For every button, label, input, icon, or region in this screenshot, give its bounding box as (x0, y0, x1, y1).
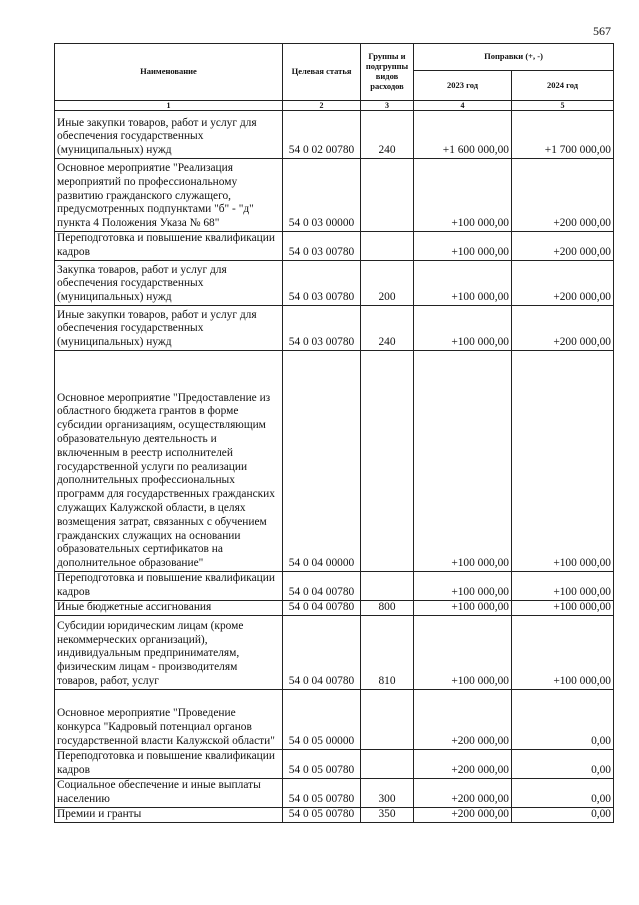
table-row (55, 749, 614, 778)
header-groups: Группы и подгруппы видов расходов (361, 44, 414, 101)
column-number: 2 (283, 101, 361, 111)
row-value-2023: +100 000,00 (414, 572, 512, 601)
table-row (55, 572, 614, 601)
row-target-code: 54 0 03 00780 (283, 261, 361, 306)
row-value-2024: +200 000,00 (512, 232, 614, 261)
row-value-2024: +100 000,00 (512, 615, 614, 689)
row-value-2024: +1 700 000,00 (512, 111, 614, 159)
row-value-2024: +200 000,00 (512, 159, 614, 232)
table-row (55, 351, 614, 572)
row-target-code: 54 0 03 00780 (283, 232, 361, 261)
row-name: Субсидии юридическим лицам (кроме некоммерческих организаций), индивидуальным предпринимателям, физическим лицам - производителям товаров, работ, услуг (55, 615, 283, 689)
row-value-2024: 0,00 (512, 749, 614, 778)
row-group (361, 351, 414, 572)
header-year-2023: 2023 год (414, 71, 512, 101)
row-group: 810 (361, 615, 414, 689)
row-target-code: 54 0 05 00780 (283, 807, 361, 822)
row-value-2024: +100 000,00 (512, 351, 614, 572)
table-row (55, 778, 614, 807)
row-value-2023: +200 000,00 (414, 807, 512, 822)
header-name: Наименование (55, 44, 283, 101)
table-row (55, 601, 614, 616)
row-name: Основное мероприятие "Реализация мероприятий по профессиональному развитию гражданского служащего, предусмотренных подпунктами "б" - "д" пункта 4 Положения Указа № 68" (55, 159, 283, 232)
row-name: Иные закупки товаров, работ и услуг для обеспечения государственных (муниципальных) нужд (55, 111, 283, 159)
row-group (361, 159, 414, 232)
row-group: 240 (361, 306, 414, 351)
row-target-code: 54 0 04 00780 (283, 601, 361, 616)
row-name: Переподготовка и повышение квалификации кадров (55, 749, 283, 778)
row-name: Основное мероприятие "Проведение конкурса "Кадровый потенциал органов государственной власти Калужской области" (55, 689, 283, 749)
row-group: 240 (361, 111, 414, 159)
row-value-2023: +100 000,00 (414, 306, 512, 351)
row-value-2023: +100 000,00 (414, 615, 512, 689)
row-name: Основное мероприятие "Предоставление из областного бюджета грантов в форме субсидии организациям, осуществляющим образовательную деятельность и включенным в реестр исполнителей государственной услуги по реализации дополнительных профессиональных программ для государственных гражданских служащих Калужской области, в целях возмещения затрат, связанных с обучением гражданских служащих на основании образовательных сертификатов на дополнительное образование" (55, 351, 283, 572)
row-group (361, 232, 414, 261)
row-value-2024: 0,00 (512, 689, 614, 749)
row-target-code: 54 0 04 00780 (283, 615, 361, 689)
table-row (55, 111, 614, 159)
row-value-2023: +1 600 000,00 (414, 111, 512, 159)
budget-amendments-table (54, 43, 614, 823)
header-target: Целевая статья (283, 44, 361, 101)
table-row (55, 615, 614, 689)
row-value-2023: +100 000,00 (414, 159, 512, 232)
row-target-code: 54 0 03 00000 (283, 159, 361, 232)
row-target-code: 54 0 05 00780 (283, 749, 361, 778)
row-name: Иные закупки товаров, работ и услуг для обеспечения государственных (муниципальных) нужд (55, 306, 283, 351)
header-year-2024: 2024 год (512, 71, 614, 101)
row-group: 300 (361, 778, 414, 807)
row-value-2023: +200 000,00 (414, 749, 512, 778)
row-value-2024: 0,00 (512, 778, 614, 807)
page-number: 567 (593, 24, 611, 38)
row-value-2023: +100 000,00 (414, 351, 512, 572)
row-value-2024: +200 000,00 (512, 261, 614, 306)
row-value-2023: +100 000,00 (414, 601, 512, 616)
row-target-code: 54 0 04 00780 (283, 572, 361, 601)
row-group (361, 572, 414, 601)
row-target-code: 54 0 02 00780 (283, 111, 361, 159)
table-row (55, 306, 614, 351)
row-name: Закупка товаров, работ и услуг для обеспечения государственных (муниципальных) нужд (55, 261, 283, 306)
row-group (361, 689, 414, 749)
row-value-2023: +100 000,00 (414, 261, 512, 306)
table-row (55, 689, 614, 749)
table-row (55, 232, 614, 261)
row-target-code: 54 0 03 00780 (283, 306, 361, 351)
row-value-2023: +100 000,00 (414, 232, 512, 261)
row-value-2024: +100 000,00 (512, 572, 614, 601)
column-number: 3 (361, 101, 414, 111)
row-value-2023: +200 000,00 (414, 778, 512, 807)
row-name: Иные бюджетные ассигнования (55, 601, 283, 616)
row-group: 350 (361, 807, 414, 822)
row-value-2024: 0,00 (512, 807, 614, 822)
table-row (55, 159, 614, 232)
table-row (55, 807, 614, 822)
row-group: 800 (361, 601, 414, 616)
column-number: 1 (55, 101, 283, 111)
row-value-2023: +200 000,00 (414, 689, 512, 749)
row-name: Социальное обеспечение и иные выплаты населению (55, 778, 283, 807)
row-target-code: 54 0 05 00780 (283, 778, 361, 807)
row-name: Переподготовка и повышение квалификации кадров (55, 232, 283, 261)
row-name: Премии и гранты (55, 807, 283, 822)
header-amendments: Поправки (+, -) (414, 44, 614, 71)
row-value-2024: +100 000,00 (512, 601, 614, 616)
column-number: 4 (414, 101, 512, 111)
row-value-2024: +200 000,00 (512, 306, 614, 351)
row-target-code: 54 0 04 00000 (283, 351, 361, 572)
column-number: 5 (512, 101, 614, 111)
table-row (55, 261, 614, 306)
row-group (361, 749, 414, 778)
row-name: Переподготовка и повышение квалификации кадров (55, 572, 283, 601)
row-target-code: 54 0 05 00000 (283, 689, 361, 749)
row-group: 200 (361, 261, 414, 306)
column-number-row (55, 101, 614, 111)
